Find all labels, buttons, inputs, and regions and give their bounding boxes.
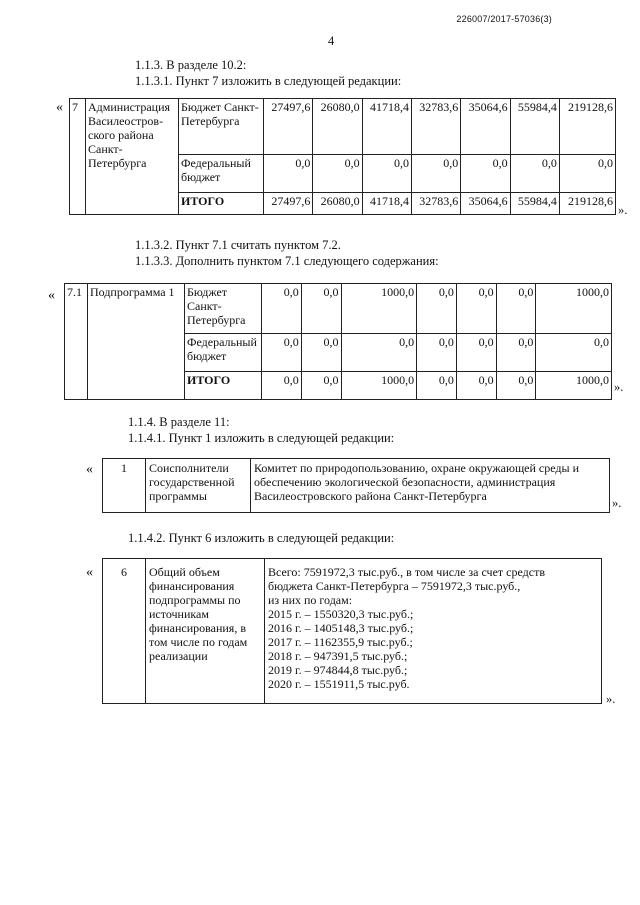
clause-1-1-3-2: 1.1.3.2. Пункт 7.1 считать пунктом 7.2. [135, 238, 341, 252]
cell: 0,0 [264, 155, 313, 193]
cell: 0,0 [411, 155, 460, 193]
cell: 0,0 [301, 372, 341, 400]
page-number: 4 [328, 34, 335, 48]
source-label: Бюджет Санкт-Петербурга [179, 99, 264, 155]
open-quote-4: « [86, 565, 93, 580]
source-label: Бюджет Санкт-Петербурга [185, 284, 262, 334]
clause-1-1-4: 1.1.4. В разделе 11: [128, 415, 230, 429]
funding-text [265, 559, 602, 704]
clause-1-1-4-1: 1.1.4.1. Пункт 1 изложить в следующей редакции: [128, 431, 395, 445]
close-quote-1: ». [618, 203, 628, 217]
clause-1-1-3: 1.1.3. В разделе 10.2: [135, 58, 247, 72]
cell: 0,0 [496, 372, 536, 400]
cell: 0,0 [417, 334, 457, 372]
cell: 1000,0 [536, 372, 612, 400]
open-quote-1: « [56, 100, 63, 115]
row-number: 7 [70, 99, 86, 215]
cell: 0,0 [496, 284, 536, 334]
cell: 0,0 [313, 155, 362, 193]
cell: 1000,0 [341, 372, 417, 400]
cell: 32783,6 [411, 99, 460, 155]
cell: 26080,0 [313, 99, 362, 155]
executor-name: Администрация Василеостров-ского района Санкт-Петербурга [86, 99, 179, 215]
clause-1-1-3-3: 1.1.3.3. Дополнить пунктом 7.1 следующего содержания: [135, 254, 439, 268]
table-item-7-1 [64, 283, 612, 400]
document-number: 226007/2017-57036(3) [456, 14, 552, 24]
row-label: Общий объем финансирования подпрограммы по источникам финансирования, в том числе по годам реализации [146, 559, 265, 704]
cell: 1000,0 [536, 284, 612, 334]
row-number: 7.1 [65, 284, 88, 400]
cell: 0,0 [461, 155, 510, 193]
close-quote-4: ». [606, 692, 616, 706]
funding-line: 2019 г. – 974844,8 тыс.руб.; [268, 663, 408, 677]
cell: 27497,6 [264, 99, 313, 155]
close-quote-2: ». [614, 380, 624, 394]
cell: 35064,6 [461, 99, 510, 155]
cell: 27497,6 [264, 193, 313, 215]
cell: 0,0 [417, 372, 457, 400]
clause-1-1-3-1: 1.1.3.1. Пункт 7 изложить в следующей редакции: [135, 74, 402, 88]
cell: 0,0 [496, 334, 536, 372]
cell: 0,0 [301, 284, 341, 334]
cell: 0,0 [301, 334, 341, 372]
funding-line: 2020 г. – 1551911,5 тыс.руб. [268, 677, 410, 691]
table-item-7 [69, 98, 616, 215]
cell: 1000,0 [341, 284, 417, 334]
cell: 32783,6 [411, 193, 460, 215]
funding-line: 2018 г. – 947391,5 тыс.руб.; [268, 649, 408, 663]
total-label: ИТОГО [185, 372, 262, 400]
cell: 26080,0 [313, 193, 362, 215]
close-quote-3: ». [612, 496, 622, 510]
funding-line: 2015 г. – 1550320,3 тыс.руб.; [268, 607, 414, 621]
cell: 55984,4 [510, 193, 559, 215]
cell: 0,0 [262, 284, 302, 334]
row-label: Соисполнители государственной программы [146, 459, 251, 513]
funding-line: 2017 г. – 1162355,9 тыс.руб.; [268, 635, 413, 649]
cell: 41718,4 [362, 193, 411, 215]
open-quote-2: « [48, 288, 55, 303]
cell: 0,0 [510, 155, 559, 193]
table-item-1 [102, 458, 610, 513]
cell: 55984,4 [510, 99, 559, 155]
program-name: Подпрограмма 1 [88, 284, 185, 400]
cell: 0,0 [341, 334, 417, 372]
cell: 219128,6 [559, 99, 615, 155]
row-number: 1 [103, 459, 146, 513]
funding-line: из них по годам: [268, 593, 353, 607]
funding-line: 2016 г. – 1405148,3 тыс.руб.; [268, 621, 414, 635]
source-label: Федеральный бюджет [185, 334, 262, 372]
funding-line: бюджета Санкт-Петербурга – 7591972,3 тыс.руб., [268, 579, 521, 593]
cell: 0,0 [559, 155, 615, 193]
open-quote-3: « [86, 462, 93, 477]
clause-1-1-4-2: 1.1.4.2. Пункт 6 изложить в следующей редакции: [128, 531, 395, 545]
cell: 0,0 [456, 334, 496, 372]
cell: 41718,4 [362, 99, 411, 155]
cell: 0,0 [417, 284, 457, 334]
row-number: 6 [103, 559, 146, 704]
total-label: ИТОГО [179, 193, 264, 215]
cell: 0,0 [262, 372, 302, 400]
cell: 0,0 [362, 155, 411, 193]
cell: 0,0 [536, 334, 612, 372]
cell: 219128,6 [559, 193, 615, 215]
table-item-6 [102, 558, 602, 704]
cell: 0,0 [456, 284, 496, 334]
cell: 35064,6 [461, 193, 510, 215]
funding-line: Всего: 7591972,3 тыс.руб., в том числе за счет средств [268, 565, 545, 579]
row-text: Комитет по природопользованию, охране окружающей среды и обеспечению экологической безопасности, администрация Василеостровского района Санкт-Петербурга [251, 459, 610, 513]
cell: 0,0 [262, 334, 302, 372]
source-label: Федеральный бюджет [179, 155, 264, 193]
cell: 0,0 [456, 372, 496, 400]
